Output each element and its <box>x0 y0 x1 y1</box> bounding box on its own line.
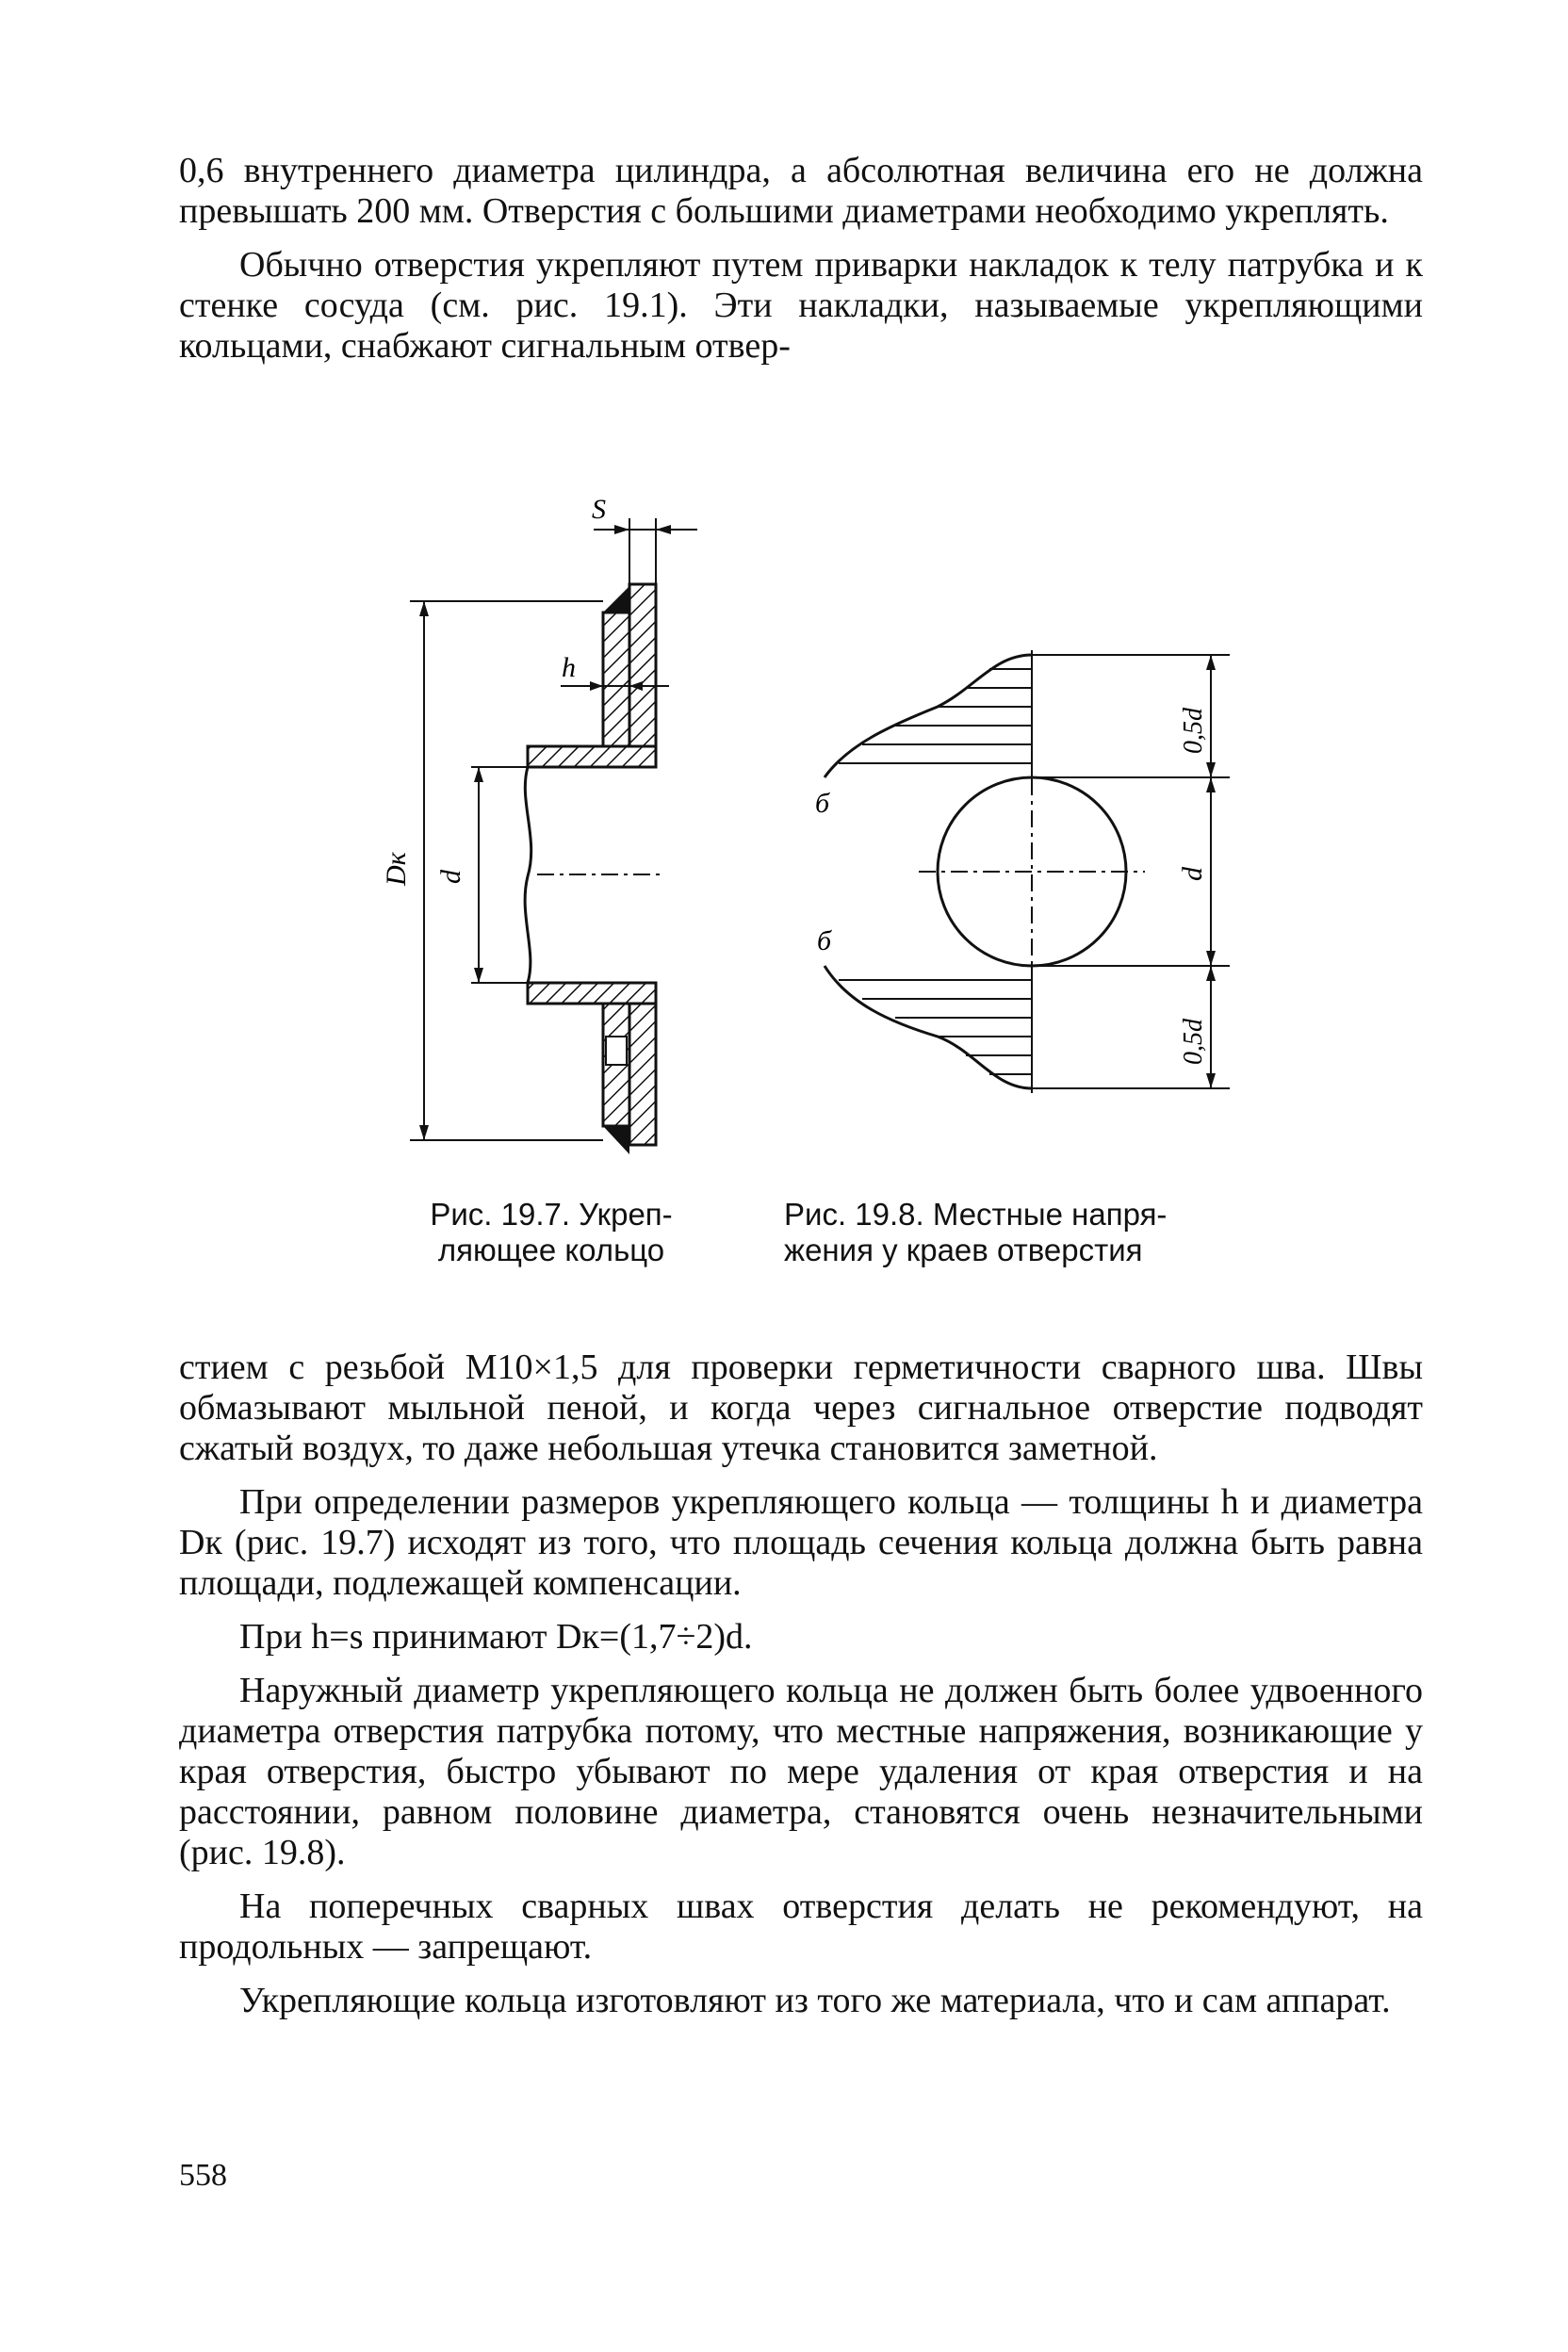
signal-hole <box>606 1037 627 1065</box>
label-d-right: d <box>1177 867 1208 881</box>
label-d: d <box>435 870 466 884</box>
paragraph-8: Укрепляющие кольца изготовляют из того же материала, что и сам аппарат. <box>239 1981 1391 2020</box>
page-number: 558 <box>179 2158 227 2193</box>
label-s: S <box>592 499 606 525</box>
vessel-wall-bottom <box>629 989 656 1145</box>
nozzle-wall-bottom <box>528 983 656 1004</box>
label-b-top: б <box>815 788 830 819</box>
break-line <box>525 767 531 983</box>
label-half-d-top: 0,5d <box>1179 708 1208 754</box>
stress-arrows-bottom <box>839 980 1032 1074</box>
figure-19-8-local-stresses <box>806 650 1239 1093</box>
label-h: h <box>562 652 576 683</box>
stress-curve-bottom <box>825 966 1032 1088</box>
weld-bottom-outer <box>603 1126 629 1154</box>
paragraph-7: На поперечных сварных швах отверстия делать не рекомендуют, на продольных — запрещают. <box>179 1886 1423 1967</box>
label-b-bottom: б <box>817 925 832 956</box>
stress-curve-top <box>825 655 1032 777</box>
vessel-wall-top <box>629 584 656 763</box>
paragraph-2: Обычно отверстия укрепляют путем приварки накладок к телу патрубка и к стенке сосуда (см. рис. 19.1). Эти накладки, называемые укрепляющими кольцами, снабжают сигнальным отвер- <box>179 245 1423 366</box>
paragraph-5: При h=s принимают Dк=(1,7÷2)d. <box>239 1617 753 1657</box>
caption-fig-19-7: Рис. 19.7. Укреп- ляющее кольцо <box>430 1197 673 1267</box>
stress-arrows-top <box>839 669 1032 763</box>
bottom-text-block <box>179 1348 1423 2021</box>
paragraph-6: Наружный диаметр укрепляющего кольца не должен быть более удвоенного диаметра отверстия патрубка потому, что местные напряжения, возникающие у края отверстия, быстро убывают по мере удаления от края отверстия и на расстоянии, равном половине диаметра, становятся очень незначительными (рис. 19.8). <box>179 1671 1423 1872</box>
top-text-block <box>179 151 1423 367</box>
nozzle-wall-top <box>528 746 656 767</box>
label-half-d-bottom: 0,5d <box>1179 1019 1208 1065</box>
caption-fig-19-8: Рис. 19.8. Местные напря- жения у краев отверстия <box>784 1197 1168 1267</box>
label-dk: Dк <box>381 852 412 886</box>
weld-top-outer <box>603 586 629 612</box>
figure-19-7-reinforcing-ring <box>377 499 716 1159</box>
paragraph-1: 0,6 внутреннего диаметра цилиндра, а абсолютная величина его не должна превышать 200 мм. Отверстия с большими диаметрами необходимо укреплять. <box>179 151 1423 231</box>
paragraph-3: стием с резьбой М10×1,5 для проверки герметичности сварного шва. Швы обмазывают мыльной пеной, и когда через сигнальное отверстие подводят сжатый воздух, то даже небольшая утечка становится заметной. <box>179 1348 1423 1468</box>
paragraph-4: При определении размеров укрепляющего кольца — толщины h и диаметра Dк (рис. 19.7) исходят из того, что площадь сечения кольца должна быть равна площади, подлежащей компенсации. <box>179 1482 1423 1603</box>
ring-top <box>603 612 629 763</box>
